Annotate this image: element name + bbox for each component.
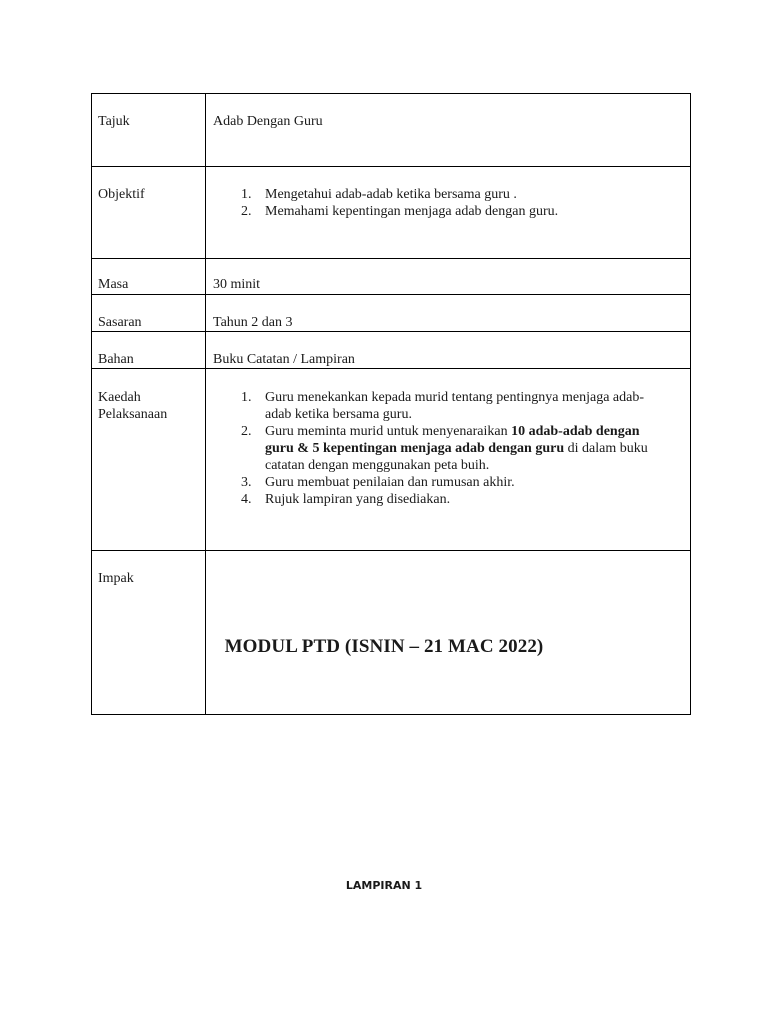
kaedah-item2-pre: Guru meminta murid untuk menyenaraikan <box>265 424 512 439</box>
objektif-item: Mengetahui adab-adab ketika bersama guru . <box>265 187 517 202</box>
row-kaedah <box>92 369 691 551</box>
kaedah-item: Guru membuat penilaian dan rumusan akhir. <box>265 475 515 490</box>
kaedah-list <box>213 389 690 508</box>
tajuk-label: Tajuk <box>92 94 206 167</box>
objektif-label: Objektif <box>92 167 206 259</box>
bahan-label: Bahan <box>92 332 206 369</box>
kaedah-label-line2: Pelaksanaan <box>98 407 168 422</box>
kaedah-item: Guru menekankan kepada murid tentang pentingnya menjaga adab-adab ketika bersama guru. <box>265 390 645 422</box>
row-impak <box>92 551 691 715</box>
bahan-value: Buku Catatan / Lampiran <box>206 332 691 369</box>
sasaran-label: Sasaran <box>92 295 206 332</box>
row-masa <box>92 259 691 295</box>
kaedah-item2-post: di dalam buku catatan dengan menggunakan peta buih. <box>265 441 648 473</box>
masa-label: Masa <box>92 259 206 295</box>
kaedah-label-line1: Kaedah <box>98 390 141 405</box>
impak-label: Impak <box>92 551 206 715</box>
kaedah-value <box>206 369 691 551</box>
row-tajuk <box>92 94 691 167</box>
tajuk-value: Adab Dengan Guru <box>206 94 691 167</box>
module-title: MODUL PTD (ISNIN – 21 MAC 2022) <box>224 636 544 657</box>
kaedah-item2-bold: 10 adab-adab dengan guru & 5 kepentingan menjaga adab dengan guru <box>265 424 640 456</box>
kaedah-label <box>92 369 206 551</box>
row-sasaran <box>92 295 691 332</box>
objektif-list <box>213 186 690 220</box>
objektif-item: Memahami kepentingan menjaga adab dengan guru. <box>265 204 559 219</box>
row-bahan <box>92 332 691 369</box>
row-objektif <box>92 167 691 259</box>
kaedah-item: Rujuk lampiran yang disediakan. <box>265 492 451 507</box>
lesson-plan-table <box>91 93 691 715</box>
sasaran-value: Tahun 2 dan 3 <box>206 295 691 332</box>
objektif-value <box>206 167 691 259</box>
kaedah-item <box>265 423 690 474</box>
impak-value <box>206 551 691 715</box>
masa-value: 30 minit <box>206 259 691 295</box>
lampiran-heading: LAMPIRAN 1 <box>345 879 423 892</box>
